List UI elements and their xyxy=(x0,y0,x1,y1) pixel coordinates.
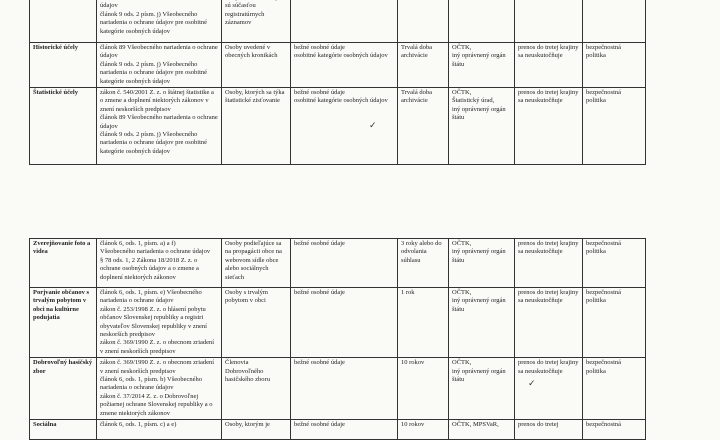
data-subjects-cell: sú súčasťou registratúrnych záznamov xyxy=(222,0,291,43)
transfer-cell: prenos do tretej krajiny sa neuskutočňuje xyxy=(515,88,583,165)
transfer-cell: prenos do tretej krajiny sa neuskutočňuje xyxy=(515,239,583,288)
legal-basis-cell: článok 89 Všeobecného nariadenia o ochrane údajov článok 9 ods. 2 písm. j) Všeobecného nariadenia o ochrane údajov pre osobitné kategórie osobných údajov xyxy=(97,43,222,88)
data-subjects-cell: Osoby, ktorým je xyxy=(222,420,291,440)
purpose-cell: Štatistické účely xyxy=(30,88,97,165)
table-row xyxy=(30,288,646,358)
recipients-cell: OČTK, iný oprávnený orgán štátu xyxy=(449,43,515,88)
recipients-cell xyxy=(449,0,515,43)
table-row xyxy=(30,358,646,420)
data-categories-cell: bežné osobné údaje xyxy=(291,288,398,358)
data-categories-cell: bežné osobné údaje osobitné kategórie osobných údajov xyxy=(291,88,398,165)
legal-basis-cell: článok 6, ods. 1, písm. a) a f) Všeobecného nariadenia o ochrane údajov § 78 ods. 1, 2 Zákona 18/2018 Z. z. o ochrane osobných údajov a o zmene a doplnení niektorých zákonov xyxy=(97,239,222,288)
data-subjects-cell: Osoby s trvalým pobytom v obci xyxy=(222,288,291,358)
security-cell: bezpečnostná politika xyxy=(583,88,646,165)
data-subjects-cell: Osoby uvedené v obecných kronikách xyxy=(222,43,291,88)
retention-cell xyxy=(398,0,449,43)
data-categories-cell: bežné osobné údaje xyxy=(291,420,398,440)
security-cell xyxy=(583,0,646,43)
security-cell: bezpečnostná politika xyxy=(583,358,646,420)
legal-basis-cell: zákon č. 369/1990 Z. z. o obecnom zriadení v znení neskorších predpisov článok 6, ods. 1, písm. b) Všeobecného nariadenia o ochrane údajov zákon č. 37/2014 Z. z. o Dobrovoľnej požiarnej ochrane Slovenskej republiky a o zmene niektorých zákonov xyxy=(97,358,222,420)
data-categories-cell: bežné osobné údaje xyxy=(291,239,398,288)
security-cell: bezpečnostná politika xyxy=(583,239,646,288)
data-subjects-cell: Osoby, ktorých sa týka štatistické zisťovanie xyxy=(222,88,291,165)
recipients-cell: OČTK, Štatistický úrad, iný oprávnený orgán štátu xyxy=(449,88,515,165)
purpose-cell: Historické účely xyxy=(30,43,97,88)
table-row xyxy=(30,43,646,88)
recipients-cell: OČTK, iný oprávnený orgán štátu xyxy=(449,358,515,420)
data-subjects-cell: Osoby podieľajúce sa na propagácii obce na webovom sídle obce alebo sociálnych sieťach xyxy=(222,239,291,288)
handwritten-tick-mark: ✓ xyxy=(528,378,536,388)
purpose-cell: Porjvanie občanov s trvalým pobytom v obci na kultúrne podujatia xyxy=(30,288,97,358)
security-cell: bezpečnostná xyxy=(583,420,646,440)
table-row xyxy=(30,239,646,288)
transfer-cell: prenos do tretej krajiny sa neuskutočňuje xyxy=(515,43,583,88)
recipients-cell: OČTK, iný oprávnený orgán štátu xyxy=(449,239,515,288)
data-categories-cell: bežné osobné údaje xyxy=(291,358,398,420)
retention-cell: 10 rokov xyxy=(398,358,449,420)
legal-basis-cell: údajov článok 9 ods. 2 písm. j) Všeobecného nariadenia o ochrane údajov pre osobitné kategórie osobných údajov xyxy=(97,0,222,43)
transfer-cell: prenos do tretej krajiny sa neuskutočňuje xyxy=(515,358,583,420)
data-categories-cell xyxy=(291,0,398,43)
records-table-bottom xyxy=(29,238,646,440)
purpose-cell: Zverejňovanie foto a videa xyxy=(30,239,97,288)
data-categories-cell: bežné osobné údaje osobitné kategórie osobných údajov xyxy=(291,43,398,88)
transfer-cell xyxy=(515,0,583,43)
purpose-cell xyxy=(30,0,97,43)
purpose-cell: Dobrovoľný hasičský zbor xyxy=(30,358,97,420)
transfer-cell: prenos do tretej xyxy=(515,420,583,440)
recipients-cell: OČTK, iný oprávnený orgán štátu xyxy=(449,288,515,358)
legal-basis-cell: článok 6, ods. 1, písm. e) Všeobecného nariadenia o ochrane údajov zákon č. 253/1998 Z. z. o hlásení pobytu občanov Slovenskej republiky a registri obyvateľov Slovenskej republiky v znení neskorších predpisov zákon č. 369/1990 Z. z. o obecnom zriadení v znení neskorších predpisov xyxy=(97,288,222,358)
retention-cell: Trvalá doba archivácie xyxy=(398,88,449,165)
records-table-top xyxy=(29,0,646,165)
security-cell: bezpečnostná politika xyxy=(583,288,646,358)
security-cell: bezpečnostná politika xyxy=(583,43,646,88)
legal-basis-cell: článok 6, ods. 1, písm. c) a e) xyxy=(97,420,222,440)
retention-cell: 1 rok xyxy=(398,288,449,358)
table-row xyxy=(30,0,646,43)
transfer-cell: prenos do tretej krajiny sa neuskutočňuje xyxy=(515,288,583,358)
retention-cell: Trvalá doba archivácie xyxy=(398,43,449,88)
recipients-cell: OČTK, MPSVaR, xyxy=(449,420,515,440)
retention-cell: 10 rokov xyxy=(398,420,449,440)
legal-basis-cell: zákon č. 540/2001 Z. z. o štátnej štatistike a o zmene a doplnení niektorých zákonov v znení neskorších predpisov článok 89 Všeobecného nariadenia o ochrane údajov článok 9 ods. 2 písm. j) Všeobecného nariadenia o ochrane údajov pre osobitné kategórie osobných údajov xyxy=(97,88,222,165)
table-row xyxy=(30,88,646,165)
retention-cell: 3 roky alebo do odvolania súhlasu xyxy=(398,239,449,288)
purpose-cell: Sociálna xyxy=(30,420,97,440)
data-subjects-cell: Členovia Dobrovoľného hasičského zboru xyxy=(222,358,291,420)
table-row xyxy=(30,420,646,440)
handwritten-tick-mark: ✓ xyxy=(369,120,377,130)
